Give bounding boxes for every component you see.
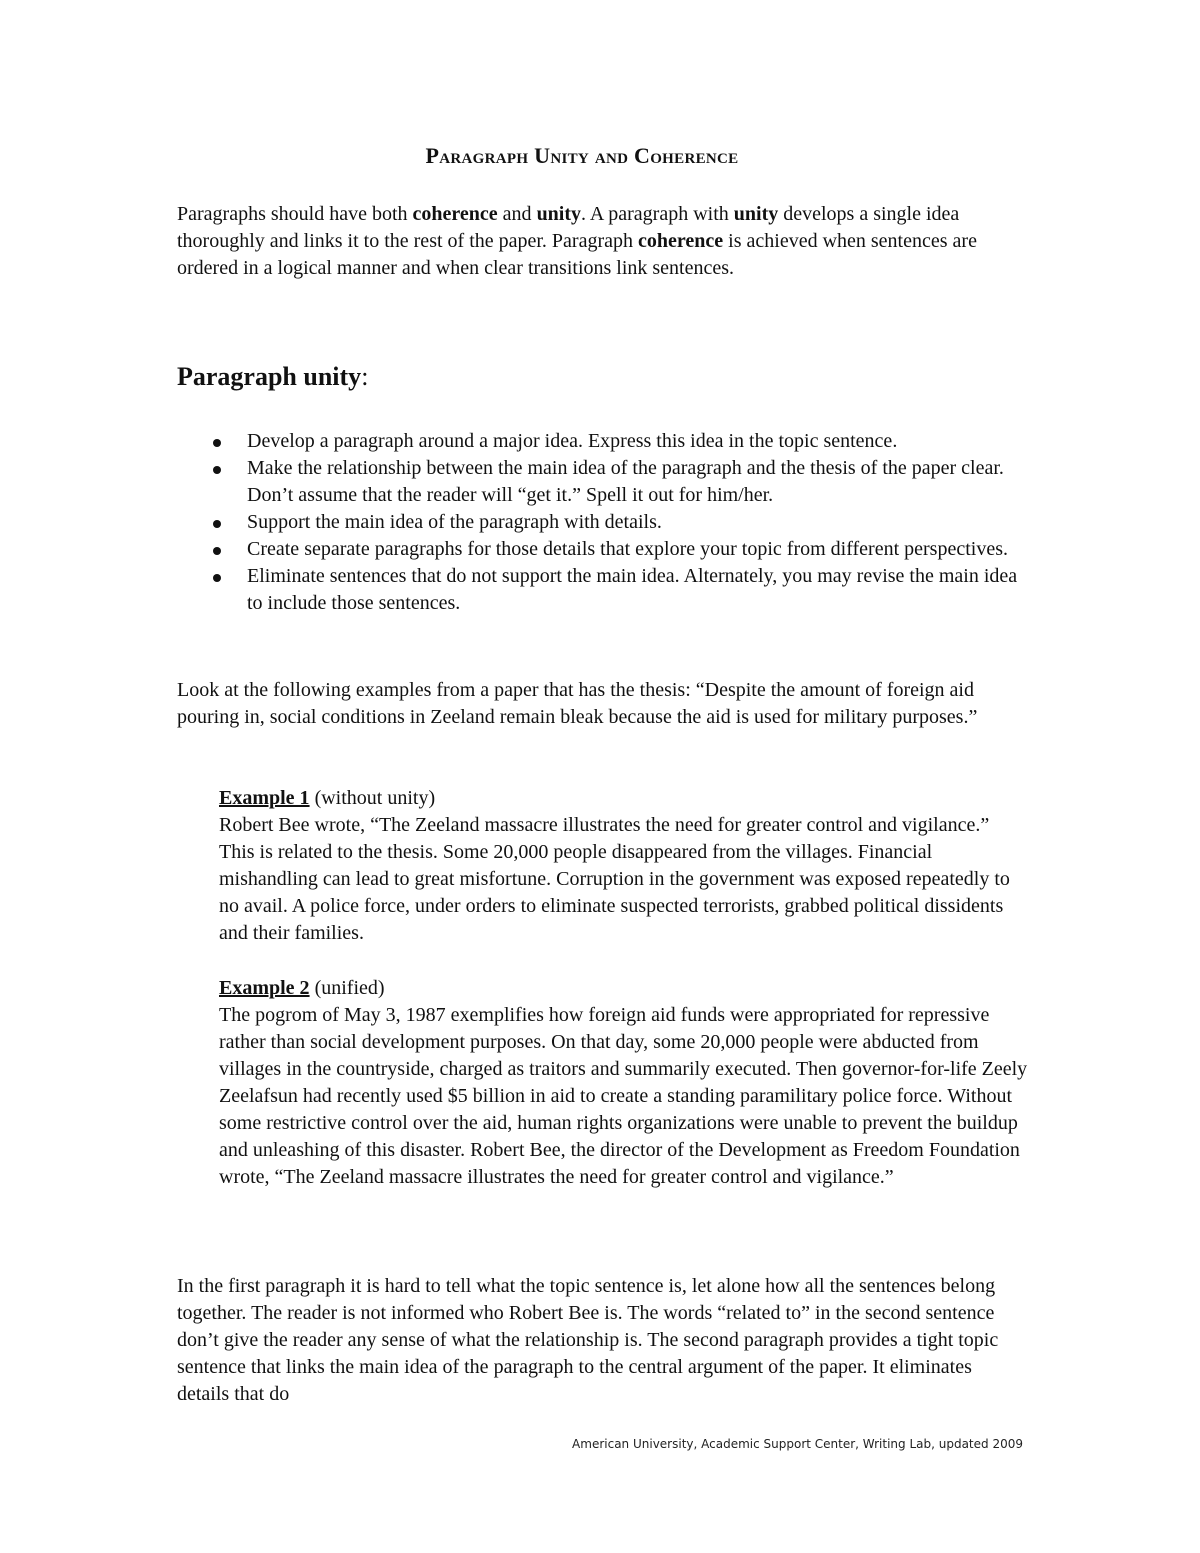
list-item-text: Eliminate sentences that do not support the main idea. Alternately, you may revise the main idea to include those sentences.: [247, 565, 1018, 614]
intro-text: and: [497, 203, 537, 225]
intro-text: develops a single idea thoroughly and links it to the rest of the paper. Paragraph: [177, 203, 960, 252]
intro-text: . A paragraph with: [581, 203, 734, 225]
example-note: (unified): [309, 977, 385, 999]
page-footer: American University, Academic Support Center, Writing Lab, updated 2009: [572, 1437, 1023, 1451]
bullet-icon: [213, 439, 221, 447]
example-text: Robert Bee wrote, “The Zeeland massacre illustrates the need for greater control and vigilance.” This is related to the thesis. Some 20,000 people disappeared from the villages. Financial mishandling can lead to great misfortune. Corruption in the government was exposed repeatedly to no avail. A police force, under orders to eliminate suspected terrorists, grabbed political dissidents and their families.: [219, 814, 1010, 944]
intro-bold-term: unity: [536, 203, 582, 225]
list-item: [177, 428, 1027, 455]
bullet-icon: [213, 520, 221, 528]
list-item: [177, 536, 1027, 563]
intro-paragraph: [177, 201, 1017, 282]
intro-text: is achieved when sentences are ordered in a logical manner and when clear transitions link sentences.: [177, 230, 977, 279]
bullet-icon: [213, 466, 221, 474]
section-heading-unity: [177, 362, 368, 392]
example-note: (without unity): [309, 787, 436, 809]
analysis-paragraph: In the first paragraph it is hard to tell what the topic sentence is, let alone how all the sentences belong together. The reader is not informed who Robert Bee is. The words “related to” in the second sentence don’t give the reader any sense of what the relationship is. The second paragraph provides a tight topic sentence that links the main idea of the paragraph to the central argument of the paper. It eliminates details that do: [177, 1275, 999, 1405]
list-item: [177, 563, 1027, 617]
intro-bold-term: unity: [733, 203, 779, 225]
example-text: The pogrom of May 3, 1987 exemplifies how foreign aid funds were appropriated for repressive rather than social development purposes. On that day, some 20,000 people were abducted from villages in the countryside, charged as traitors and summarily executed. Then governor-for-life Zeely Zeelafsun had recently used $5 billion in aid to create a standing paramilitary police force. Without some restrictive control over the aid, human rights organizations were unable to prevent the buildup and unleashing of this disaster. Robert Bee, the director of the Development as Freedom Foundation wrote, “The Zeeland massacre illustrates the need for greater control and vigilance.”: [219, 1004, 1028, 1188]
bullet-icon: [213, 574, 221, 582]
page-title: Paragraph Unity and Coherence: [425, 143, 739, 168]
list-item-text: Create separate paragraphs for those details that explore your topic from different perspectives.: [247, 538, 1008, 560]
section-heading-text: Paragraph unity: [177, 362, 362, 391]
example-label: Example 1: [219, 787, 310, 809]
section-heading-colon: :: [361, 362, 369, 391]
list-item-text: Develop a paragraph around a major idea. Express this idea in the topic sentence.: [247, 430, 898, 452]
list-item: [177, 509, 1027, 536]
intro-bold-term: coherence: [412, 203, 498, 225]
intro-bold-term: coherence: [638, 230, 724, 252]
example-2: [219, 975, 1029, 1191]
example-heading: [219, 785, 1029, 812]
bullet-icon: [213, 547, 221, 555]
list-item: [177, 455, 1027, 509]
unity-bullet-list: [177, 428, 1027, 617]
example-heading: [219, 975, 1029, 1002]
example-1: [219, 785, 1029, 947]
list-item-text: Make the relationship between the main idea of the paragraph and the thesis of the paper clear. Don’t assume that the reader will “get it.” Spell it out for him/her.: [247, 457, 1004, 506]
list-item-text: Support the main idea of the paragraph with details.: [247, 511, 662, 533]
example-label: Example 2: [219, 977, 310, 999]
examples-intro-paragraph: Look at the following examples from a paper that has the thesis: “Despite the amount of foreign aid pouring in, social conditions in Zeeland remain bleak because the aid is used for military purposes.”: [177, 679, 978, 728]
intro-text: Paragraphs should have both: [177, 203, 413, 225]
